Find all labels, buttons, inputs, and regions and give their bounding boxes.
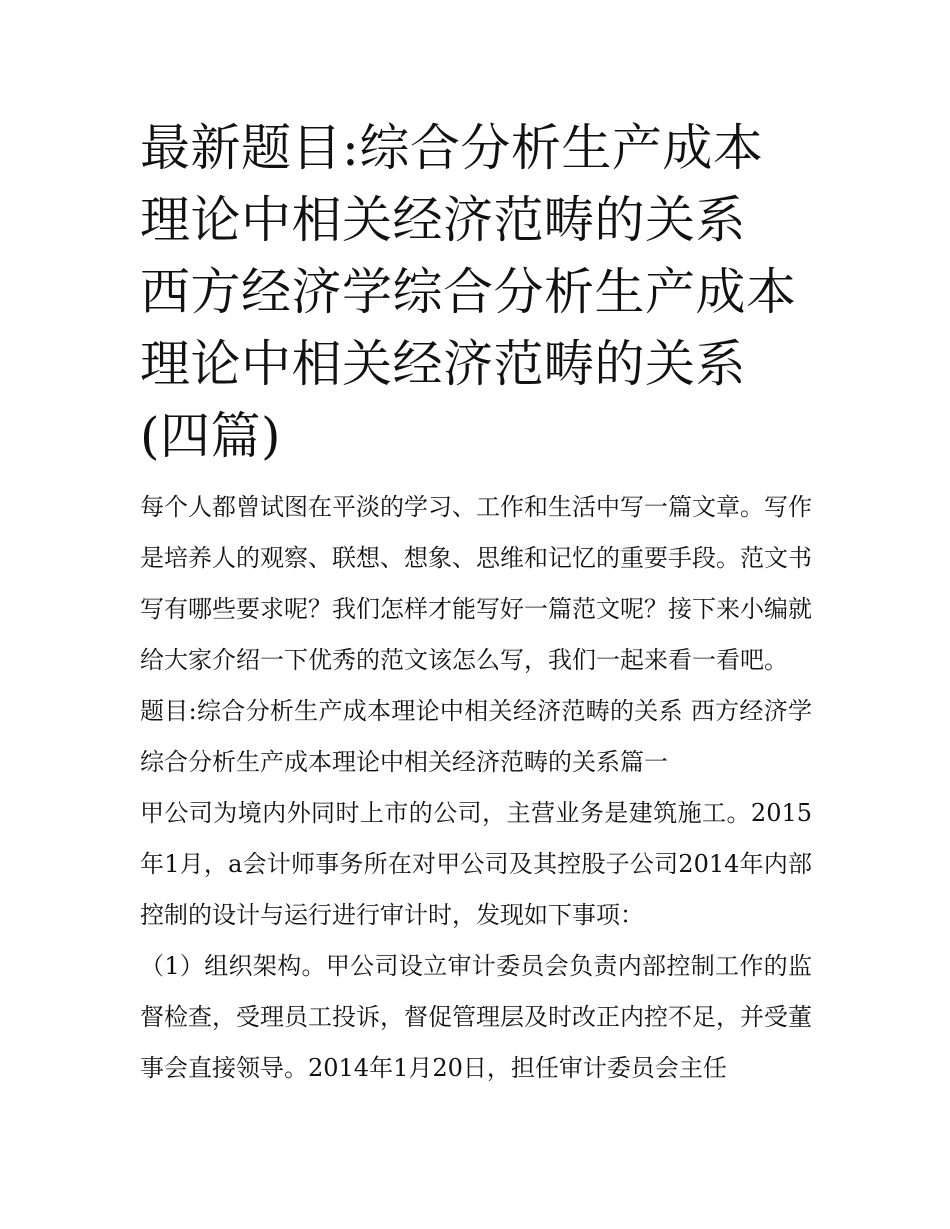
section-heading-paragraph: 题目:综合分析生产成本理论中相关经济范畴的关系 西方经济学综合分析生产成本理论中相关经济范畴的关系篇一: [140, 697, 812, 776]
document-page: [140, 112, 812, 1094]
document-body: [140, 482, 812, 1094]
organization-structure-paragraph: （1）组织架构。甲公司设立审计委员会负责内部控制工作的监督检查，受理员工投诉，督促管理层及时改正内控不足，并受董事会直接领导。2014年1月20日，担任审计委员会主任: [140, 952, 812, 1082]
document-title: 最新题目:综合分析生产成本理论中相关经济范畴的关系 西方经济学综合分析生产成本理论中相关经济范畴的关系(四篇): [140, 119, 797, 465]
case-background-paragraph: 甲公司为境内外同时上市的公司，主营业务是建筑施工。2015年1月，a会计师事务所在对甲公司及其控股子公司2014年内部控制的设计与运行进行审计时，发现如下事项：: [140, 799, 812, 929]
intro-paragraph: 每个人都曾试图在平淡的学习、工作和生活中写一篇文章。写作是培养人的观察、联想、想象、思维和记忆的重要手段。范文书写有哪些要求呢？我们怎样才能写好一篇范文呢？接下来小编就给大家介绍一下优秀的范文该怎么写，我们一起来看一看吧。: [140, 493, 812, 674]
